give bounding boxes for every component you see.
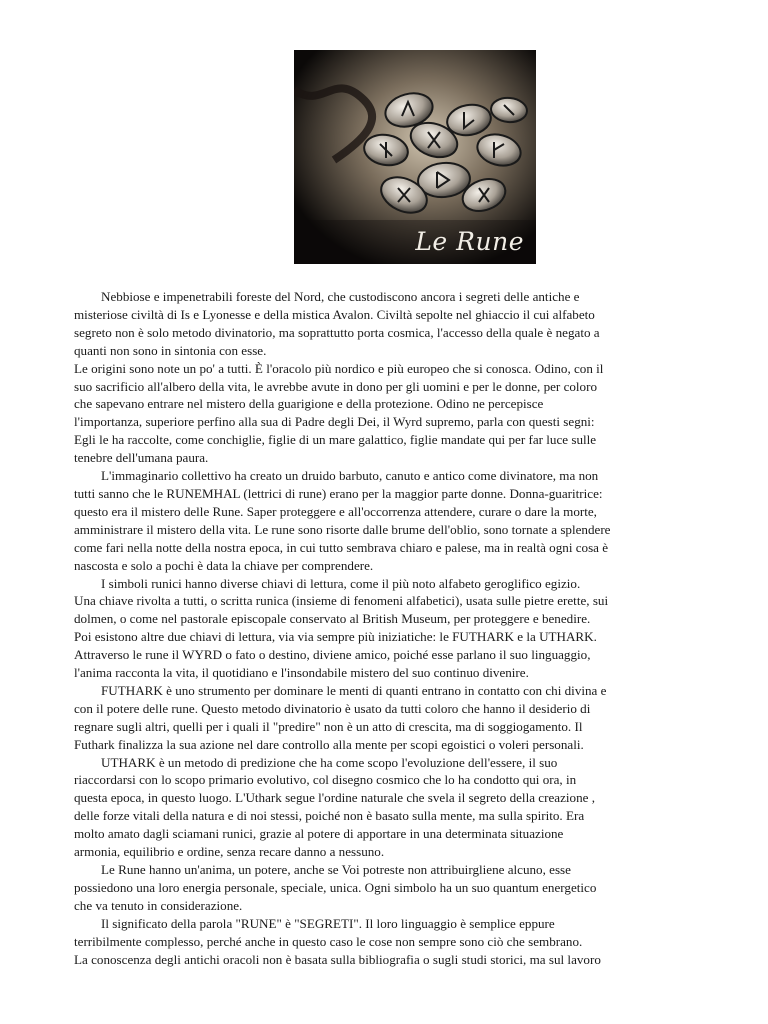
article-body (74, 288, 700, 968)
text-line: Nebbiose e impenetrabili foreste del Nord, che custodiscono ancora i segreti delle antiche e (101, 289, 580, 304)
text-line: questo era il mistero delle Rune. Saper proteggere e all'occorrenza attendere, curare o dare la morte, (74, 503, 597, 519)
text-line: riaccordarsi con lo scopo primario evolutivo, col disegno cosmico che lo ha condotto qui ora, in (74, 772, 577, 788)
text-line: La conoscenza degli antichi oracoli non è basata sulla bibliografia o sugli studi storici, ma sul lavoro (74, 951, 601, 967)
text-line: regnare sugli altri, quelli per i quali il "predire" non è un atto di crescita, ma di soggiogamento. Il (74, 718, 583, 734)
text-line: amministrare il mistero della vita. Le rune sono risorte dalle brume dell'oblio, sono tornate a splendere (74, 521, 611, 537)
text-line: Una chiave rivolta a tutti, o scritta runica (insieme di fenomeni alfabetici), usata sulle pietre erette, sui (74, 593, 609, 609)
text-line: UTHARK è un metodo di predizione che ha come scopo l'evoluzione dell'essere, il suo (101, 754, 558, 770)
text-line: questa epoca, in questo luogo. L'Uthark segue l'ordine naturale che svela il segreto della creazione , (74, 790, 595, 806)
text-line: tenebre dell'umana paura. (74, 450, 209, 466)
text-line: Il significato della parola "RUNE" è "SEGRETI". Il loro linguaggio è semplice eppure (101, 915, 555, 931)
text-line: Poi esistono altre due chiavi di lettura, via via sempre più iniziatiche: le FUTHARK e la UTHARK. (74, 629, 597, 645)
text-line: che va tenuto in considerazione. (74, 897, 243, 913)
text-line: che sapevano entrare nel mistero della guarigione e della protezione. Odino ne percepisce (74, 396, 544, 412)
text-line: dolmen, o come nel pastorale episcopale conservato al British Museum, per proteggere e benedire. (74, 611, 591, 627)
text-line: con il potere delle rune. Questo metodo divinatorio è usato da tutti coloro che hanno il desiderio di (74, 700, 591, 716)
text-line: FUTHARK è uno strumento per dominare le menti di quanti entrano in contatto con chi divina e (101, 682, 607, 698)
text-line: terribilmente complesso, perché anche in questo caso le cose non sempre sono ciò che sembrano. (74, 933, 583, 949)
text-line: possiedono una loro energia personale, speciale, unica. Ogni simbolo ha un suo quantum energetico (74, 879, 597, 895)
text-line: delle forze vitali della natura e di noi stessi, poiché non è basato sulla mente, ma sulla spirito. Era (74, 808, 585, 824)
text-line: Futhark finalizza la sua azione nel dare controllo alla mente per scopi egoistici o voleri personali. (74, 736, 584, 752)
text-line: segreto non è solo metodo divinatorio, ma soprattutto porta cosmica, l'accesso della quale è negato a (74, 324, 600, 340)
runes-photo (294, 50, 536, 264)
text-line: come fari nella notte della nostra epoca, in cui tutto sembrava chiaro e palese, ma in realtà ogni cosa è (74, 539, 609, 555)
text-line: misteriose civiltà di Is e Lyonesse e della mistica Avalon. Civiltà sepolte nel ghiaccio il cui alfabeto (74, 306, 595, 322)
text-line: l'importanza, superiore perfino alla sua di Padre degli Dei, il Wyrd supremo, parla con questi segni: (74, 414, 595, 430)
text-line: tutti sanno che le RUNEMHAL (lettrici di rune) erano per la maggior parte donne. Donna-guaritrice: (74, 485, 603, 501)
text-line: quanti non sono in sintonia con esse. (74, 342, 267, 358)
text-line: L'immaginario collettivo ha creato un druido barbuto, canuto e antico come divinatore, ma non (101, 468, 599, 484)
text-line: nascosta e solo a pochi è data la chiave per comprendere. (74, 557, 374, 573)
text-line: Le Rune hanno un'anima, un potere, anche se Voi potreste non attribuirgliene alcuno, esse (101, 862, 571, 877)
text-line: Attraverso le rune il WYRD o fato o destino, diviene amico, poiché esse parlano il suo linguaggio, (74, 647, 591, 663)
text-line: molto amato dagli sciamani runici, grazie al potere di apportare in una determinata situazione (74, 826, 564, 842)
text-line: suo sacrificio all'albero della vita, le avrebbe avute in dono per gli uomini e per le donne, per coloro (74, 378, 598, 394)
text-line: Egli le ha raccolte, come conchiglie, figlie di un mare galattico, figlie mandate qui per far luce sulle (74, 432, 597, 448)
text-line: Le origini sono note un po' a tutti. È l'oracolo più nordico e più europeo che si conosca. Odino, con il (74, 360, 604, 376)
text-line: armonia, equilibrio e ordine, senza recare danno a nessuno. (74, 844, 385, 860)
figure-caption: Le Rune (415, 227, 524, 256)
text-line: l'anima racconta la vita, il quotidiano e l'insondabile mistero del suo continuo divenire. (74, 665, 529, 681)
text-line: I simboli runici hanno diverse chiavi di lettura, come il più noto alfabeto geroglifico egizio. (101, 575, 581, 591)
